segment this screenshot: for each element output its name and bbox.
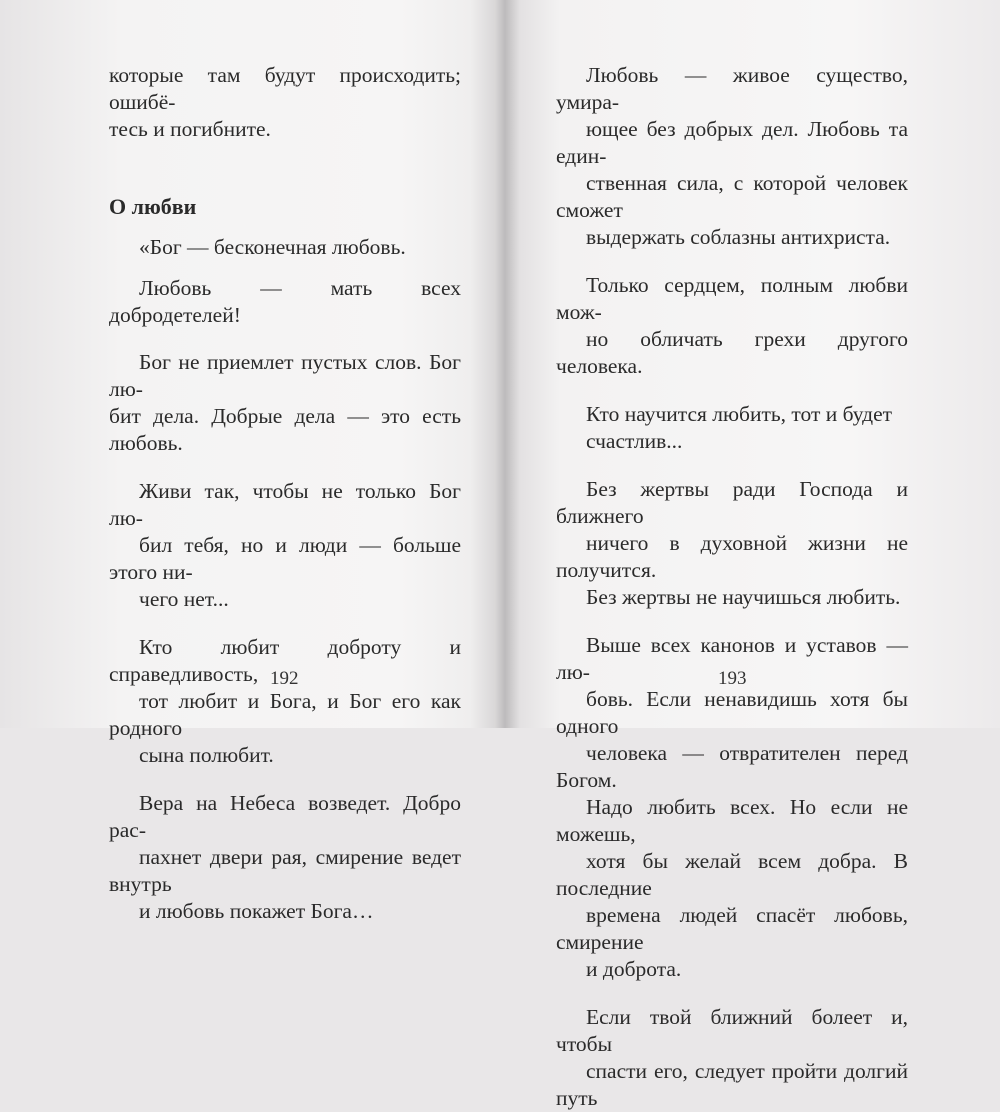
paragraph xyxy=(109,634,461,769)
text-line: Если твой ближний болеет и, чтобы xyxy=(556,1005,908,1056)
paragraph xyxy=(556,272,908,380)
paragraph xyxy=(556,401,908,455)
page-number: 193 xyxy=(718,668,747,689)
text-line: счастлив... xyxy=(586,429,683,453)
text-line: и доброта. xyxy=(586,957,682,981)
right-text-block xyxy=(556,62,908,1112)
text-line: ничего в духовной жизни не получится. xyxy=(556,531,908,582)
text-line: ющее без добрых дел. Любовь та един- xyxy=(556,117,908,168)
paragraph xyxy=(556,1004,908,1112)
text-line: Любовь — живое существо, умира- xyxy=(556,63,908,114)
section-heading: О любви xyxy=(109,194,197,219)
text-line: бил тебя, но и люди — больше этого ни- xyxy=(109,533,461,584)
text-line: времена людей спасёт любовь, смирение xyxy=(556,903,908,954)
text-line: Любовь — мать всех добродетелей! xyxy=(109,276,461,327)
text-line: спасти его, следует пройти долгий путь xyxy=(556,1059,908,1110)
paragraph xyxy=(556,476,908,611)
text-line: «Бог — бесконечная любовь. xyxy=(139,235,406,259)
text-line: Только сердцем, полным любви мож- xyxy=(556,273,908,324)
text-line: и любовь покажет Бога… xyxy=(139,899,374,923)
text-line: Надо любить всех. Но если не можешь, xyxy=(556,795,908,846)
text-line: хотя бы желай всем добра. В последние xyxy=(556,849,908,900)
text-line: чего нет... xyxy=(139,587,229,611)
text-line: человека — отвратителен перед Богом. xyxy=(556,741,908,792)
text-line: Выше всех канонов и уставов — лю- xyxy=(556,633,908,684)
text-line: ственная сила, с которой человек сможет xyxy=(556,171,908,222)
paragraph xyxy=(109,790,461,925)
paragraph xyxy=(109,478,461,613)
text-line: сына полюбит. xyxy=(139,743,274,767)
text-line: Вера на Небеса возведет. Добро рас- xyxy=(109,791,461,842)
paragraph xyxy=(109,275,461,329)
text-line: пахнет двери рая, смирение ведет внутрь xyxy=(109,845,461,896)
paragraph xyxy=(556,62,908,251)
page-number: 192 xyxy=(270,668,299,689)
text-line: выдержать соблазны антихриста. xyxy=(586,225,891,249)
right-page xyxy=(500,0,1000,1110)
left-text-block xyxy=(109,62,461,925)
text-line: но обличать грехи другого человека. xyxy=(556,327,908,378)
paragraph xyxy=(109,349,461,457)
continuation-paragraph xyxy=(109,62,461,143)
text-line: тесь и погибните. xyxy=(109,117,271,141)
left-page xyxy=(0,0,500,923)
text-line: которые там будут происходить; ошибё- xyxy=(109,63,461,114)
text-line: Кто любит доброту и справедливость, xyxy=(109,635,461,686)
text-line: Без жертвы ради Господа и ближнего xyxy=(556,477,908,528)
text-line: Бог не приемлет пустых слов. Бог лю- xyxy=(109,350,461,401)
text-line: бовь. Если ненавидишь хотя бы одного xyxy=(556,687,908,738)
text-line: тот любит и Бога, и Бог его как родного xyxy=(109,689,461,740)
text-line: Без жертвы не научишься любить. xyxy=(586,585,901,609)
paragraph xyxy=(109,234,461,261)
text-line: Кто научится любить, тот и будет xyxy=(586,402,893,426)
text-line: Живи так, чтобы не только Бог лю- xyxy=(109,479,461,530)
text-line: бит дела. Добрые дела — это есть любовь. xyxy=(109,404,461,455)
